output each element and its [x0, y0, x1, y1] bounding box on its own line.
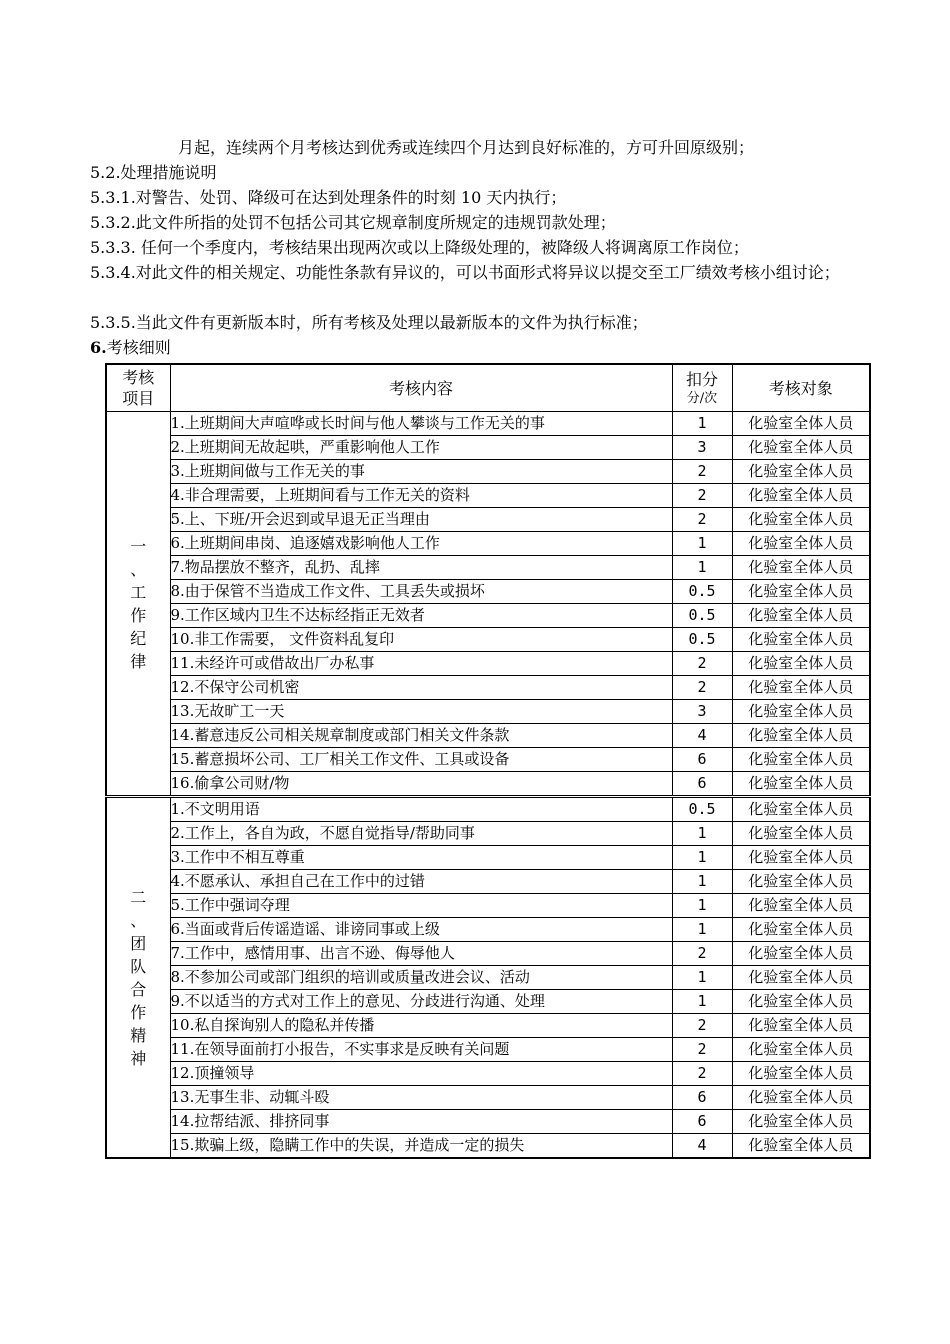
score-cell: 2: [672, 652, 732, 676]
table-body: [106, 412, 870, 1159]
table-row: [106, 532, 870, 556]
content-cell: 1.上班期间大声喧哗或长时间与他人攀谈与工作无关的事: [170, 412, 672, 436]
clause-5-3-1: 5.3.1.对警告、处罚、降级可在达到处理条件的时刻 10 天内执行；: [90, 188, 567, 207]
header-score-line1: 扣分: [685, 369, 718, 389]
score-cell: 1: [672, 412, 732, 436]
table-row: [106, 484, 870, 508]
header-score: [672, 364, 732, 412]
score-cell: 6: [672, 748, 732, 772]
score-cell: 3: [672, 700, 732, 724]
section-6-heading: [90, 335, 870, 360]
score-cell: 2: [672, 508, 732, 532]
score-cell: 1: [672, 532, 732, 556]
table-row: [106, 772, 870, 797]
content-cell: 3.上班期间做与工作无关的事: [170, 460, 672, 484]
content-cell: 8.由于保管不当造成工作文件、工具丢失或损坏: [170, 580, 672, 604]
category-cell: [106, 412, 170, 797]
score-cell: 1: [672, 822, 732, 846]
content-cell: 12.不保守公司机密: [170, 676, 672, 700]
section-5-2-heading: 5.2.处理措施说明: [90, 163, 217, 182]
content-cell: 3.工作中不相互尊重: [170, 846, 672, 870]
target-cell: 化验室全体人员: [732, 1014, 870, 1038]
table-row: [106, 556, 870, 580]
category-char: 、: [130, 910, 147, 930]
target-cell: 化验室全体人员: [732, 846, 870, 870]
category-char: 精: [130, 1025, 147, 1045]
score-cell: 4: [672, 1134, 732, 1159]
table-row: [106, 1038, 870, 1062]
target-cell: 化验室全体人员: [732, 822, 870, 846]
score-cell: 1: [672, 966, 732, 990]
content-cell: 8.不参加公司或部门组织的培训或质量改进会议、活动: [170, 966, 672, 990]
content-cell: 16.偷拿公司财/物: [170, 772, 672, 797]
content-cell: 5.上、下班/开会迟到或早退无正当理由: [170, 508, 672, 532]
header-item-line2: 项目: [122, 389, 155, 408]
score-cell: 2: [672, 460, 732, 484]
target-cell: 化验室全体人员: [732, 508, 870, 532]
content-cell: 4.不愿承认、承担自己在工作中的过错: [170, 870, 672, 894]
table-row: [106, 942, 870, 966]
target-cell: 化验室全体人员: [732, 412, 870, 436]
target-cell: 化验室全体人员: [732, 556, 870, 580]
category-char: 团: [130, 933, 147, 953]
content-cell: 4.非合理需要，上班期间看与工作无关的资料: [170, 484, 672, 508]
header-item-line1: 考核: [122, 368, 155, 387]
content-cell: 2.工作上，各自为政，不愿自觉指导/帮助同事: [170, 822, 672, 846]
table-header-row: [106, 364, 870, 412]
score-cell: 2: [672, 676, 732, 700]
target-cell: 化验室全体人员: [732, 748, 870, 772]
target-cell: 化验室全体人员: [732, 652, 870, 676]
target-cell: 化验室全体人员: [732, 532, 870, 556]
score-cell: 0.5: [672, 580, 732, 604]
score-cell: 0.5: [672, 604, 732, 628]
target-cell: 化验室全体人员: [732, 1110, 870, 1134]
content-cell: 11.未经许可或借故出厂办私事: [170, 652, 672, 676]
content-cell: 10.非工作需要， 文件资料乱复印: [170, 628, 672, 652]
content-cell: 11.在领导面前打小报告，不实事求是反映有关问题: [170, 1038, 672, 1062]
section-6-title: 考核细则: [106, 338, 171, 357]
table-row: [106, 676, 870, 700]
target-cell: 化验室全体人员: [732, 460, 870, 484]
table-row: [106, 580, 870, 604]
intro-line-continuation: 月起，连续两个月考核达到优秀或连续四个月达到良好标准的，方可升回原级别；: [178, 138, 755, 157]
category-char: 纪: [130, 628, 147, 648]
target-cell: 化验室全体人员: [732, 724, 870, 748]
score-cell: 6: [672, 1110, 732, 1134]
target-cell: 化验室全体人员: [732, 484, 870, 508]
header-content: 考核内容: [170, 364, 672, 412]
table-row: [106, 870, 870, 894]
content-cell: 14.拉帮结派、排挤同事: [170, 1110, 672, 1134]
table-row: [106, 412, 870, 436]
score-cell: 2: [672, 942, 732, 966]
score-cell: 1: [672, 556, 732, 580]
content-cell: 7.工作中，感情用事、出言不逊、侮辱他人: [170, 942, 672, 966]
content-cell: 6.当面或背后传谣造谣、诽谤同事或上级: [170, 918, 672, 942]
table-row: [106, 822, 870, 846]
content-cell: 15.蓄意损坏公司、工厂相关工作文件、工具或设备: [170, 748, 672, 772]
clause-5-3-3: 5.3.3. 任何一个季度内，考核结果出现两次或以上降级处理的，被降级人将调离原工作岗位；: [90, 238, 749, 257]
content-cell: 12.顶撞领导: [170, 1062, 672, 1086]
table-row: [106, 724, 870, 748]
score-cell: 1: [672, 918, 732, 942]
target-cell: 化验室全体人员: [732, 604, 870, 628]
table-row: [106, 508, 870, 532]
content-cell: 1.不文明用语: [170, 797, 672, 822]
category-char: 、: [130, 559, 147, 579]
category-char: 律: [130, 651, 147, 671]
table-row: [106, 460, 870, 484]
score-cell: 6: [672, 772, 732, 797]
content-cell: 6.上班期间串岗、追逐嬉戏影响他人工作: [170, 532, 672, 556]
category-char: 作: [130, 605, 147, 625]
table-row: [106, 652, 870, 676]
target-cell: 化验室全体人员: [732, 628, 870, 652]
score-cell: 2: [672, 1038, 732, 1062]
category-char: 工: [130, 582, 147, 602]
category-char: 合: [130, 979, 147, 999]
target-cell: 化验室全体人员: [732, 1086, 870, 1110]
section-6-number: 6.: [90, 338, 107, 357]
header-item: [106, 364, 170, 412]
target-cell: 化验室全体人员: [732, 700, 870, 724]
score-cell: 4: [672, 724, 732, 748]
score-cell: 1: [672, 894, 732, 918]
target-cell: 化验室全体人员: [732, 870, 870, 894]
score-cell: 1: [672, 870, 732, 894]
target-cell: 化验室全体人员: [732, 797, 870, 822]
content-cell: 15.欺骗上级，隐瞒工作中的失误，并造成一定的损失: [170, 1134, 672, 1159]
target-cell: 化验室全体人员: [732, 894, 870, 918]
score-cell: 3: [672, 436, 732, 460]
table-row: [106, 1086, 870, 1110]
table-row: [106, 1014, 870, 1038]
content-cell: 7.物品摆放不整齐，乱扔、乱摔: [170, 556, 672, 580]
content-cell: 10.私自探询别人的隐私并传播: [170, 1014, 672, 1038]
content-cell: 9.工作区域内卫生不达标经指正无效者: [170, 604, 672, 628]
content-cell: 9.不以适当的方式对工作上的意见、分歧进行沟通、处理: [170, 990, 672, 1014]
table-row: [106, 1134, 870, 1159]
table-row: [106, 1110, 870, 1134]
content-cell: 2.上班期间无故起哄，严重影响他人工作: [170, 436, 672, 460]
target-cell: 化验室全体人员: [732, 1038, 870, 1062]
clause-5-3-2: 5.3.2.此文件所指的处罚不包括公司其它规章制度所规定的违规罚款处理；: [90, 213, 616, 232]
header-score-line2: 分/次: [686, 390, 718, 406]
table-row: [106, 990, 870, 1014]
score-cell: 2: [672, 1062, 732, 1086]
score-cell: 1: [672, 990, 732, 1014]
target-cell: 化验室全体人员: [732, 580, 870, 604]
category-char: 作: [130, 1002, 147, 1022]
table-row: [106, 436, 870, 460]
header-target: 考核对象: [732, 364, 870, 412]
content-cell: 14.蓄意违反公司相关规章制度或部门相关文件条款: [170, 724, 672, 748]
table-row: [106, 700, 870, 724]
target-cell: 化验室全体人员: [732, 966, 870, 990]
category-char: 一: [130, 536, 147, 556]
table-row: [106, 1062, 870, 1086]
target-cell: 化验室全体人员: [732, 436, 870, 460]
category-cell: [106, 797, 170, 1159]
target-cell: 化验室全体人员: [732, 1062, 870, 1086]
score-cell: 1: [672, 846, 732, 870]
target-cell: 化验室全体人员: [732, 1134, 870, 1159]
target-cell: 化验室全体人员: [732, 918, 870, 942]
content-cell: 13.无故旷工一天: [170, 700, 672, 724]
content-cell: 13.无事生非、动辄斗殴: [170, 1086, 672, 1110]
table-row: [106, 797, 870, 822]
table-row: [106, 748, 870, 772]
category-char: 队: [130, 956, 147, 976]
target-cell: 化验室全体人员: [732, 990, 870, 1014]
target-cell: 化验室全体人员: [732, 772, 870, 797]
clause-5-3-4: 5.3.4.对此文件的相关规定、功能性条款有异议的，可以书面形式将异议以提交至工厂绩效考核小组讨论；: [90, 263, 840, 282]
table-row: [106, 628, 870, 652]
table-row: [106, 894, 870, 918]
score-cell: 2: [672, 484, 732, 508]
score-cell: 6: [672, 1086, 732, 1110]
target-cell: 化验室全体人员: [732, 942, 870, 966]
category-char: 神: [130, 1048, 147, 1068]
score-cell: 0.5: [672, 628, 732, 652]
target-cell: 化验室全体人员: [732, 676, 870, 700]
category-char: 二: [130, 887, 147, 907]
score-cell: 0.5: [672, 797, 732, 822]
table-row: [106, 966, 870, 990]
table-row: [106, 846, 870, 870]
assessment-table: [105, 363, 871, 1159]
content-cell: 5.工作中强词夺理: [170, 894, 672, 918]
score-cell: 2: [672, 1014, 732, 1038]
clause-5-3-5: 5.3.5.当此文件有更新版本时，所有考核及处理以最新版本的文件为执行标准；: [90, 313, 648, 332]
table-row: [106, 604, 870, 628]
table-row: [106, 918, 870, 942]
